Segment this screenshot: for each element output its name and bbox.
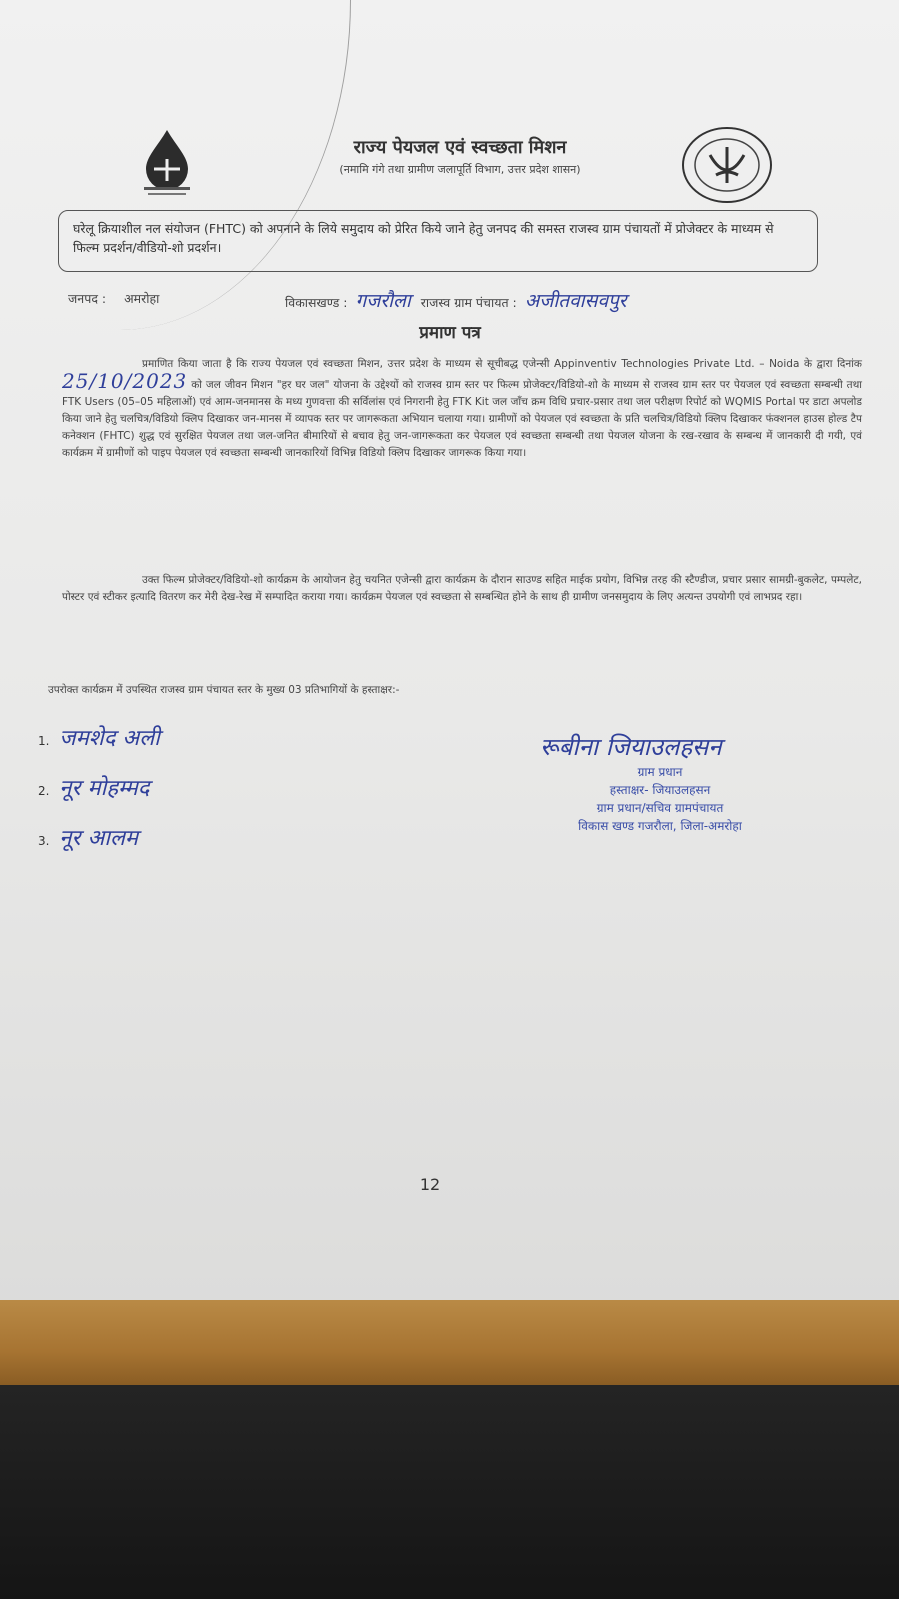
- header-subtitle: (नमामि गंगे तथा ग्रामीण जलापूर्ति विभाग, उत्तर प्रदेश शासन): [339, 163, 581, 176]
- gram-value: अजीतवासवपुर: [524, 290, 627, 312]
- participant-signature-2: [38, 772, 149, 802]
- water-drop-logo-icon: [132, 125, 202, 200]
- gram-label: राजस्व ग्राम पंचायत :: [420, 295, 517, 310]
- district-field: [68, 290, 159, 307]
- participant-signature: नूर मोहम्मद: [59, 776, 150, 801]
- program-date: 25/10/2023: [62, 369, 188, 393]
- participant-signature-1: [38, 722, 160, 752]
- participant-signature-3: [38, 822, 138, 852]
- dark-table-surface: [0, 1385, 899, 1599]
- participant-number: 3.: [38, 834, 50, 848]
- pradhan-stamp-line-2: हस्ताक्षर- जियाउलहसन: [609, 783, 711, 797]
- block-label: विकासखण्ड :: [285, 295, 348, 310]
- block-value: गजरौला: [355, 290, 411, 312]
- district-value: अमरोहा: [124, 291, 160, 306]
- certificate-paragraph-1: [62, 356, 862, 462]
- district-label: जनपद :: [68, 291, 107, 306]
- participant-number: 2.: [38, 784, 50, 798]
- certificate-title: प्रमाण पत्र: [419, 323, 481, 343]
- header-title: राज्य पेयजल एवं स्वच्छता मिशन: [353, 137, 567, 158]
- para1-text-a: प्रमाणित किया जाता है कि राज्य पेयजल एवं स्वच्छता मिशन, उत्तर प्रदेश के माध्यम से सूचीबद्ध एजेन्सी Appinventiv Technologies Private Ltd. – Noida के द्वारा दिनांक: [142, 358, 862, 370]
- signatures-intro: उपरोक्त कार्यक्रम में उपस्थित राजस्व ग्राम पंचायत स्तर के मुख्य 03 प्रतिभागियों के हस्ताक्षर:-: [48, 684, 400, 696]
- participant-signature: नूर आलम: [59, 826, 139, 851]
- program-banner: घरेलू क्रियाशील नल संयोजन (FHTC) को अपनाने के लिये समुदाय को प्रेरित किये जाने हेतु जनपद की समस्त राजस्व ग्राम पंचायतों में प्रोजेक्टर के माध्यम से फिल्म प्रदर्शन/वीडियो-शो प्रदर्शन।: [58, 210, 818, 272]
- page-number: 12: [419, 1175, 441, 1194]
- pradhan-stamp-line-4: विकास खण्ड गजरौला, जिला-अमरोहा: [578, 819, 742, 833]
- participant-number: 1.: [38, 734, 50, 748]
- participant-signature: जमशेद अली: [59, 726, 160, 751]
- certificate-paragraph-2: उक्त फिल्म प्रोजेक्टर/विडियो-शो कार्यक्रम के आयोजन हेतु चयनित एजेन्सी द्वारा कार्यक्रम के दौरान साउण्ड सहित माईक प्रयोग, विभिन्न तरह की स्टैण्डीज, प्रचार प्रसार सामग्री-बुकलेट, पम्पलेट, पोस्टर एवं स्टीकर इत्यादि वितरण कर मेरी देख-रेख में सम्पादित कराया गया। कार्यक्रम पेयजल एवं स्वच्छता से सम्बन्धित होने के साथ ही ग्रामीण जनसमुदाय के लिए अत्यन्त उपयोगी एवं लाभप्रद रहा।: [62, 574, 862, 603]
- pradhan-signature-block: [540, 730, 780, 835]
- wooden-table-edge: [0, 1300, 899, 1385]
- para1-text-b: को जल जीवन मिशन "हर घर जल" योजना के उद्देश्यों को राजस्व ग्राम स्तर पर फिल्म प्रोजेक्टर/विडियो-शो के माध्यम से राजस्व ग्राम स्तर पर पेयजल एवं स्वच्छता सम्बन्धी तथा FTK Users (05–05 महिलाओं) एवं आम-जनमानस के मध्य गुणवत्ता की सर्विलांस एवं निगरानी हेतु FTK Kit जल जाँच क्रम विधि प्रचार-प्रसार तथा जल परीक्षण रिपोर्ट को WQMIS Portal पर डाटा अपलोड किया जाने हेतु चलचित्र/विडियो क्लिप दिखाकर जन-मानस में व्यापक स्तर पर जागरूकता अभियान चलाया गया। ग्रामीणों को पेयजल एवं स्वच्छता के प्रति चलचित्र/विडियो क्लिप दिखाकर फंक्शनल हाउस होल्ड टैप कनेक्शन (FHTC) शुद्ध एवं सुरक्षित पेयजल तथा जल-जनित बीमारियों से बचाव हेतु जन-जागरूकता कर पेयजल एवं स्वच्छता सम्बन्धी तथा पेयजल योजना के रख-रखाव के सम्बन्ध में जानकारी दी गयी, एवं कार्यक्रम में ग्रामीणों को पाइप पेयजल एवं स्वच्छता सम्बन्धी जानकारियों विभिन्न विडियो क्लिप दिखाकर जागरूक किया गया।: [62, 379, 862, 459]
- pradhan-stamp-line-1: ग्राम प्रधान: [637, 765, 683, 779]
- pradhan-signature: रूबीना जियाउलहसन: [540, 733, 722, 761]
- state-emblem-icon: [680, 125, 775, 205]
- block-field: [285, 287, 627, 313]
- pradhan-stamp-line-3: ग्राम प्रधान/सचिव ग्रामपंचायत: [596, 801, 724, 815]
